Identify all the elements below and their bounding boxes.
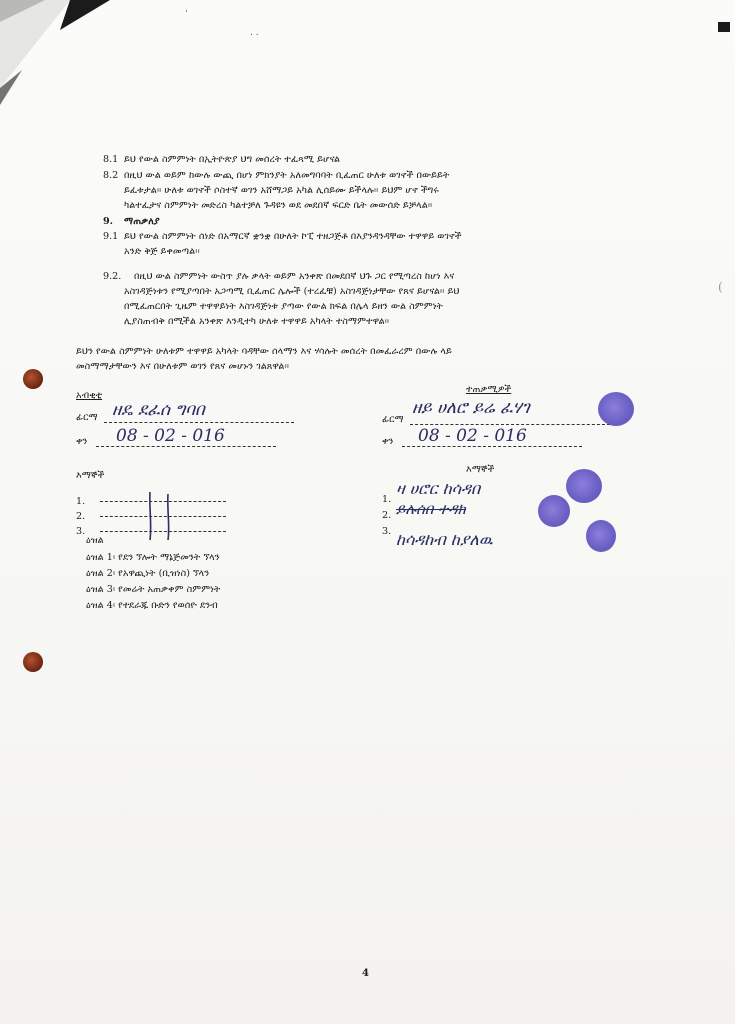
annex-item: ዕዝል 2፡ የአዋጪነት (ቢዝነስ) ኘላን xyxy=(86,568,210,579)
scan-mark: . . xyxy=(250,28,259,38)
date-label: ቀን xyxy=(382,436,394,447)
folded-corner xyxy=(0,0,110,110)
annex-heading: ዕዝል xyxy=(86,535,104,546)
signature-label: ፊርማ xyxy=(382,414,404,425)
clause-number: 8.1 xyxy=(103,154,119,165)
witness-number: 2. xyxy=(382,510,392,521)
witness-number: 2. xyxy=(76,511,86,522)
left-party-heading: አብቂቲ xyxy=(76,390,103,401)
right-party-heading: ተጠቃሚዎች xyxy=(466,384,512,395)
fingerprint-stamp xyxy=(586,520,616,552)
clause-number: 9.2. xyxy=(103,271,122,282)
scan-edge xyxy=(718,22,730,32)
binder-hole xyxy=(23,369,43,389)
clause-text: ካልተፈታና ስምምነት መድረስ ካልተቻለ ጉዳዩን ወደ መደበኛ ፍርድ ቤት መውሰድ ይቻላል፡፡ xyxy=(124,200,433,211)
clause-text: አንድ ቅጅ ይቀመጣል፡፡ xyxy=(124,246,200,257)
fingerprint-stamp xyxy=(598,392,634,426)
date-line xyxy=(96,446,276,447)
closing-text: ይህን የውል ስምምነት ሁለቱም ተዋዋይ አካላት ባዳቸው ሰላማን እና ሃሳሉት መሰረት በመፈራረም በውሉ ላይ xyxy=(76,346,452,357)
handwritten-date: 08 - 02 - 016 xyxy=(116,426,225,446)
witness-number: 3. xyxy=(76,526,86,537)
clause-text: ይህ የውል ስምምነት ሰነድ በአማርኛ ቋንቋ በሁለት ኮፒ ተዘጋጅቶ በእያንዳንዳቸው ተዋዋይ ወገኖች xyxy=(124,231,462,242)
witnesses-heading: እማኞች xyxy=(466,464,495,475)
clause-text: አስገዳጅነቱን የሚያጣበት አጋጣሚ ቢፈጠር ሌሎች (ተረፈቹ) አስገዳጅነታቸው የጸና ይሆናል፡፡ ይህ xyxy=(124,286,460,297)
handwritten-strokes xyxy=(140,490,180,542)
annex-item: ዕዝል 1፡ የደን ኘሎት ማኔጅመንት ኘላን xyxy=(86,552,220,563)
clause-text: ይህ የውል ስምምነት በኢትዮጵያ ህግ መሰረት ተፈጻሚ ይሆናል xyxy=(124,154,341,165)
witness-signature: ይሉሰበ ተዳክ xyxy=(396,500,466,518)
clause-text: ሊያስጠብቅ በሚችል አንቀጽ እንዲተካ ሁለቱ ተዋዋይ አካላት ተስማምተዋል፡፡ xyxy=(124,316,390,327)
witness-number: 1. xyxy=(76,496,86,507)
witness-signature: ከሳዳከብ ከያለዉ xyxy=(396,530,493,549)
page-number: 4 xyxy=(362,968,369,979)
fingerprint-stamp xyxy=(566,469,602,503)
clause-number: 8.2 xyxy=(103,170,119,181)
binder-hole xyxy=(23,652,43,672)
edge-mark: ( xyxy=(718,280,723,294)
section-number: 9. xyxy=(103,216,114,227)
handwritten-date: 08 - 02 - 016 xyxy=(418,426,527,446)
annex-item: ዕዝል 3፡ የመሬት አጠቃቀም ስምምነት xyxy=(86,584,221,595)
signature-line xyxy=(104,422,294,423)
witness-number: 1. xyxy=(382,494,392,505)
fingerprint-stamp xyxy=(538,495,570,527)
annex-item: ዕዝል 4፡ የተደራጁ ቡድን የወሰዮ ደንብ xyxy=(86,600,218,611)
witness-signature: ዛ ሀሮር ከሳዳበ xyxy=(396,479,481,498)
handwritten-signature: ዘዴ ደፈሰ ግባበ xyxy=(112,400,205,420)
witness-number: 3. xyxy=(382,526,392,537)
clause-text: በሚፈጠርበት ጊዜም ተዋዋይነት እስገዳጅነቱ ያጣው የውል ክፍል በሌላ ይዘን ውል ስምምነት xyxy=(124,301,443,312)
clause-text: በዚህ ውል ስምምነት ውስጥ ያሉ ቃላት ወይም አንቀጽ በመደበኛ ህጉ ጋር የሚጣረስ ከሆነ እና xyxy=(134,271,455,282)
clause-text: ይፈቱታል፡፡ ሁለቱ ወገኖች ሶስተኛ ወገን አሸማጋይ አካል ሊሰይሙ ይችላሉ፡፡ ይህም ሆኖ ችግሩ xyxy=(124,185,439,196)
closing-text: መስማማታቸውን እና በሁለቱም ወገን የጸና መሆኑን ገልጸዋል፡፡ xyxy=(76,361,290,372)
signature-label: ፊርማ xyxy=(76,412,98,423)
scan-mark: ˈ xyxy=(185,10,188,20)
handwritten-signature: ዘይ ሀለሮ ይሬ ፈሃገ xyxy=(412,398,530,418)
date-line xyxy=(402,446,582,447)
clause-number: 9.1 xyxy=(103,231,119,242)
witnesses-heading: እማኞች xyxy=(76,470,105,481)
signature-line xyxy=(410,424,610,425)
date-label: ቀን xyxy=(76,436,88,447)
clause-text: በዚህ ውል ወይም ከውሉ ውጪ በሆነ ምክንያት አለመግባባት ቢፈጠር ሁለቱ ወገኖች በውይይት xyxy=(124,170,450,181)
section-heading: ማጠቃለያ xyxy=(124,216,160,227)
